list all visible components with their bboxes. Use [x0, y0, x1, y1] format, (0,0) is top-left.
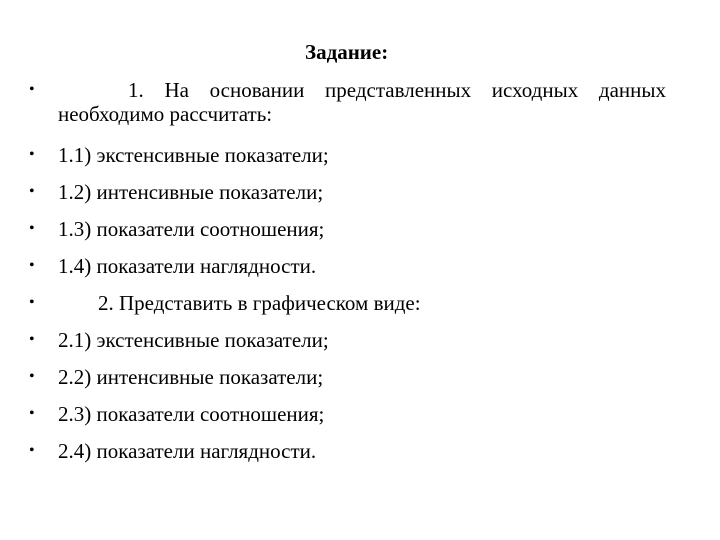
bullet-icon: •: [29, 331, 35, 348]
list-item-text: 1.2) интенсивные показатели;: [58, 180, 324, 204]
bullet-icon: •: [29, 146, 35, 163]
bullet-icon: •: [29, 368, 35, 385]
list-item-line-2: необходимо рассчитать:: [58, 102, 273, 126]
bullet-icon: •: [29, 220, 35, 237]
bullet-icon: •: [29, 294, 35, 311]
list-item-line-1: 1. На основании представленных исходных данных: [128, 78, 666, 102]
list-item-text: 2.1) экстенсивные показатели;: [58, 328, 329, 352]
bullet-icon: •: [29, 183, 35, 200]
list-item-text: 1.1) экстенсивные показатели;: [58, 143, 329, 167]
bullet-icon: •: [29, 81, 35, 98]
list-item-text: 1.4) показатели наглядности.: [58, 254, 317, 278]
list-item-text: 1.3) показатели соотношения;: [58, 217, 325, 241]
slide-title: Задание:: [305, 40, 389, 64]
list-item-text: 2.2) интенсивные показатели;: [58, 365, 324, 389]
list-item-text: [58, 78, 666, 126]
list-item-text: 2. Представить в графическом виде:: [98, 291, 421, 315]
bullet-icon: •: [29, 257, 35, 274]
bullet-icon: •: [29, 442, 35, 459]
list-item-text: 2.4) показатели наглядности.: [58, 439, 317, 463]
bullet-icon: •: [29, 405, 35, 422]
list-item-text: 2.3) показатели соотношения;: [58, 402, 325, 426]
